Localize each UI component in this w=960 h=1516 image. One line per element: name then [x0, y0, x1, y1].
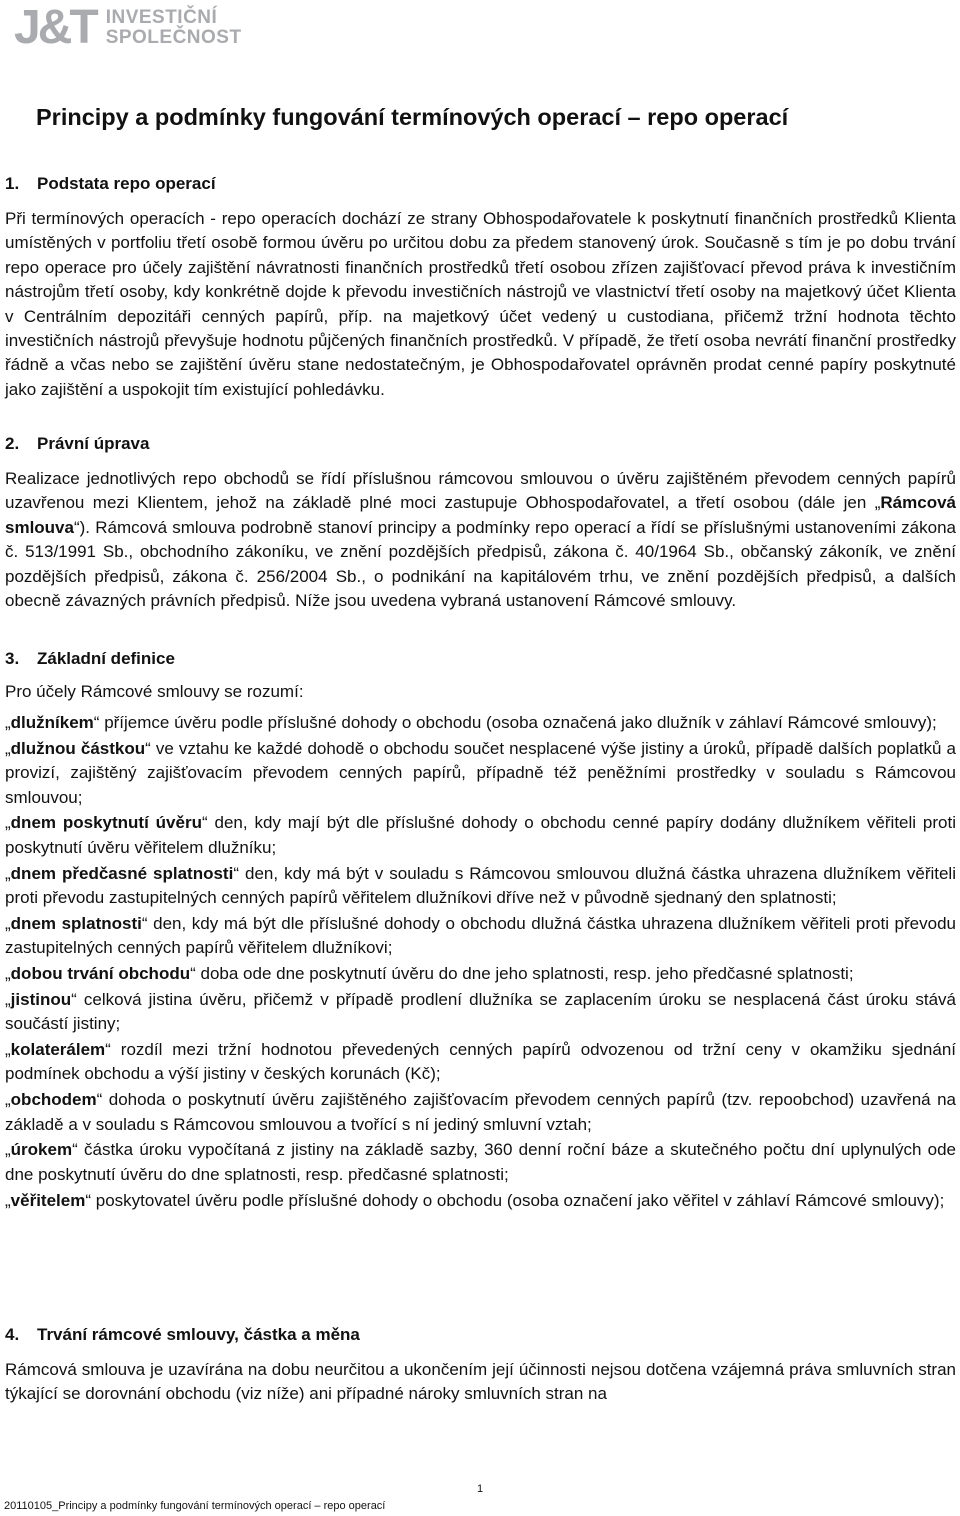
definition-term: dobou trvání obchodu — [10, 964, 191, 984]
definition-term: dnem splatnosti — [10, 913, 142, 933]
definition-term: obchodem — [10, 1090, 97, 1110]
section-title: Právní úprava — [37, 434, 150, 453]
definition-item: „dnem předčasné splatnosti“ den, kdy má být v souladu s Rámcovou smlouvou dlužná částka uhrazena dlužníkem věřiteli proti převodu zastupitelných cenných papírů věřitelem dlužníkovi dříve než v původně sjednaný den splatnosti; — [5, 863, 956, 908]
definition-item: „jistinou“ celková jistina úvěru, přičemž v případě prodlení dlužníka se zaplacením úroku se nesplacená část úroku stává součástí jistiny; — [5, 989, 956, 1034]
page-number: 1 — [477, 1483, 484, 1495]
definition-text: den, kdy má být v souladu s Rámcovou smlouvou dlužná částka uhrazena dlužníkem věřiteli proti převodu zastupitelných cenných papírů věřitelem dlužníkovi dříve než v původně sjednaný den splatnosti; — [5, 863, 956, 908]
section-number: 3. — [5, 649, 20, 668]
paragraph: Při termínových operacích - repo operacích dochází ze strany Obhospodařovatele k poskytnutí finančních prostředků Klienta umístěných v portfoliu třetí osobě formou úvěru po určitou dobu za předem stanovený úrok. Současně s tím je po dobu trvání repo operace pro účely zajištění návratnosti finančních prostředků třetí osobou zřízen zajišťovací převod práva k investičním nástrojům třetí osoby, kdy konkrétně dojde k převodu investičních nástrojů ve vlastnictví třetí osoby na majetkový účet Klienta v Centrálním depozitáři cenných papírů, příp. na majetkový účet vedený u custodiana, přičemž tržní hodnota těchto investičních nástrojů převyšuje hodnotu půjčených finančních prostředků. V případě, že třetí osoba nevrátí finanční prostředky řádně a včas nebo se zajištění úvěru stane nedostatečným, je Obhospodařovatel oprávněn prodat cenné papíry poskytnuté jako zajištění a uspokojit tím existující pohledávku. — [5, 209, 956, 399]
section-1-body — [5, 207, 956, 402]
definition-text: poskytovatel úvěru podle příslušné dohody o obchodu (osoba označení jako věřitel v záhlaví Rámcové smlouvy); — [91, 1190, 945, 1210]
definition-item: „úrokem“ částka úroku vypočítaná z jistiny na základě sazby, 360 denní roční báze a skutečného počtu dní uplynulých ode dne poskytnutí úvěru do dne splatnosti, resp. předčasné splatnosti; — [5, 1140, 956, 1184]
logo-line-1: INVESTIČNÍ — [105, 7, 218, 28]
section-title: Podstata repo operací — [37, 174, 216, 193]
definition-text: rozdíl mezi tržní hodnotou převedených cenných papírů odvozenou od tržní ceny v okamžiku sjednání podmínek obchodu a výší jistiny v českých korunách (Kč); — [5, 1040, 956, 1084]
section-3-heading — [5, 647, 956, 671]
section-1-heading — [5, 172, 956, 196]
section-3-intro — [5, 680, 956, 704]
definition-item: „dlužnou částkou“ ve vztahu ke každé dohodě o obchodu součet nesplacené výše jistiny a úroků, případě dalších poplatků a provizí, zajištěný zajišťovacím převodem cenných papírů, případně též peněžními prostředky v souladu s Rámcovou smlouvou; — [5, 738, 956, 807]
paragraph: Rámcová smlouva je uzavírána na dobu neurčitou a ukončením její účinnosti nejsou dotčena vzájemná práva smluvních stran týkající se dorovnání obchodu (viz níže) ani případné nároky smluvních stran na — [5, 1360, 956, 1404]
paragraph: Pro účely Rámcové smlouvy se rozumí: — [5, 682, 304, 701]
definition-term: věřitelem — [10, 1190, 86, 1210]
footer-file-name: 20110105_Principy a podmínky fungování termínových operací – repo operací — [4, 1500, 386, 1512]
document-title: Principy a podmínky fungování termínových operací – repo operací — [36, 104, 789, 130]
section-4-heading — [5, 1323, 956, 1347]
definitions-list — [5, 711, 956, 1214]
defined-term: Rámcová smlouva — [5, 493, 956, 537]
logo-line-2: SPOLEČNOST — [105, 27, 242, 48]
definition-term: dlužníkem — [10, 713, 94, 732]
section-title: Základní definice — [37, 649, 175, 668]
definition-item: „věřitelem“ poskytovatel úvěru podle příslušné dohody o obchodu (osoba označení jako věřitel v záhlaví Rámcové smlouvy); — [5, 1190, 945, 1210]
definition-term: dnem poskytnutí úvěru — [10, 813, 202, 833]
definition-item: „obchodem“ dohoda o poskytnutí úvěru zajištěného zajišťovacím převodem cenných papírů (tzv. repoobchod) uzavřená na základě a v souladu s Rámcovou smlouvou a tvořící s ní jediný smluvní vztah; — [5, 1090, 956, 1134]
section-number: 4. — [5, 1325, 20, 1344]
section-2-heading — [5, 432, 956, 456]
definition-text: doba ode dne poskytnutí úvěru do dne jeho splatnosti, resp. jeho předčasné splatnosti; — [195, 964, 854, 984]
section-title: Trvání rámcové smlouvy, částka a měna — [37, 1325, 360, 1344]
definition-text: den, kdy mají být dle příslušné dohody o obchodu cenné papíry dodány dlužníkem věřiteli proti poskytnutí úvěru věřitelem dlužníku; — [5, 813, 956, 857]
definition-term: kolaterálem — [10, 1040, 106, 1060]
definition-item: „dnem poskytnutí úvěru“ den, kdy mají být dle příslušné dohody o obchodu cenné papíry dodány dlužníkem věřiteli proti poskytnutí úvěru věřitelem dlužníku; — [5, 813, 956, 857]
definition-item: „dnem splatnosti“ den, kdy má být dle příslušné dohody o obchodu dlužná částka uhrazena dlužníkem věřiteli proti převodu zastupitelných cenných papírů věřitelem dlužníkovi; — [5, 913, 956, 958]
section-4-body — [5, 1358, 956, 1407]
definition-text: ve vztahu ke každé dohodě o obchodu součet nesplacené výše jistiny a úroků, případě dalších poplatků a provizí, zajištěný zajišťovacím převodem cenných papírů, případně též peněžními prostředky v souladu s Rámcovou smlouvou; — [5, 738, 956, 807]
definition-text: den, kdy má být dle příslušné dohody o obchodu dlužná částka uhrazena dlužníkem věřiteli proti převodu zastupitelných cenných papírů věřitelem dlužníkovi; — [5, 913, 956, 958]
definition-item: „kolaterálem“ rozdíl mezi tržní hodnotou převedených cenných papírů odvozenou od tržní ceny v okamžiku sjednání podmínek obchodu a výší jistiny v českých korunách (Kč); — [5, 1040, 956, 1084]
logo-mark: J&T — [14, 1, 96, 54]
definition-item: „dobou trvání obchodu“ doba ode dne poskytnutí úvěru do dne jeho splatnosti, resp. jeho předčasné splatnosti; — [5, 964, 854, 984]
definition-text: částka úroku vypočítaná z jistiny na základě sazby, 360 denní roční báze a skutečného počtu dní uplynulých ode dne poskytnutí úvěru do dne splatnosti, resp. předčasné splatnosti; — [5, 1140, 956, 1184]
definition-item: „dlužníkem“ příjemce úvěru podle příslušné dohody o obchodu (osoba označená jako dlužník v záhlaví Rámcové smlouvy); — [5, 713, 937, 732]
section-number: 2. — [5, 434, 20, 453]
paragraph-text: Realizace jednotlivých repo obchodů se řídí příslušnou rámcovou smlouvou o úvěru zajištěném převodem cenných papírů uzavřenou mezi Klientem, jehož na základě plné moci zastupuje Obhospodařovatel, a třetí osobou (dále jen „ — [5, 469, 956, 513]
definition-term: dlužnou částkou — [10, 738, 146, 758]
definition-text: dohoda o poskytnutí úvěru zajištěného zajišťovacím převodem cenných papírů (tzv. repoobchod) uzavřená na základě a v souladu s Rámcovou smlouvou a tvořící s ní jediný smluvní vztah; — [5, 1090, 956, 1134]
logo-wordmark — [106, 8, 242, 48]
company-logo — [14, 1, 242, 54]
definition-term: jistinou — [10, 989, 72, 1009]
definition-text: celková jistina úvěru, přičemž v případě prodlení dlužníka se zaplacením úroku se nesplacená část úroku stává součástí jistiny; — [5, 989, 956, 1034]
definition-term: dnem předčasné splatnosti — [10, 863, 234, 883]
paragraph-text: “). Rámcová smlouva podrobně stanoví principy a podmínky repo operací a řídí se příslušnými ustanoveními zákona č. 513/1991 Sb., obchodního zákoníku, ve znění pozdějších předpisů, zákona č. 40/1964 Sb., občanský zákoník, ve znění pozdějších předpisů, zákona č. 256/2004 Sb., o podnikání na kapitálovém trhu, ve znění pozdějších předpisů, a dalších obecně závazných právních předpisů. Níže jsou uvedena vybraná ustanovení Rámcové smlouvy. — [5, 517, 956, 611]
paragraph — [5, 467, 956, 613]
section-number: 1. — [5, 174, 20, 193]
definition-text: příjemce úvěru podle příslušné dohody o obchodu (osoba označená jako dlužník v záhlaví Rámcové smlouvy); — [99, 713, 937, 732]
section-2-body — [5, 467, 956, 613]
definition-term: úrokem — [10, 1140, 73, 1160]
